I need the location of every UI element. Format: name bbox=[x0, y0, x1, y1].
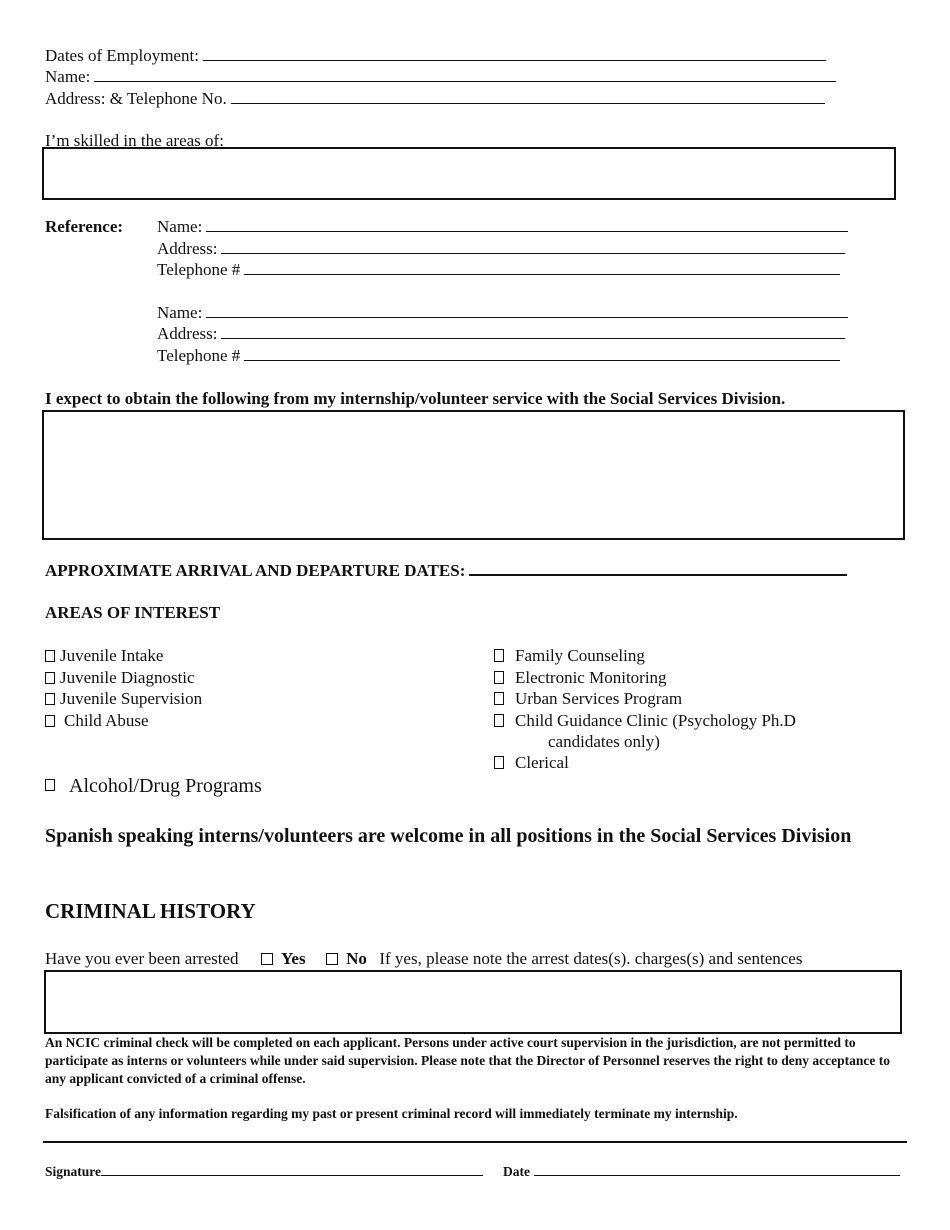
reference2-name-field bbox=[157, 302, 848, 323]
interest-child-guidance[interactable] bbox=[494, 710, 796, 731]
reference1-name-input[interactable] bbox=[206, 216, 848, 232]
checkbox-icon[interactable] bbox=[494, 756, 504, 769]
ncic-notice: An NCIC criminal check will be completed on each applicant. Persons under active court supervision in the jurisdiction, are not permitted to participate as interns or volunteers while under said supervision. Please note that the Director of Personnel reserves the right to deny acceptance to any applicant convicted of a criminal offense. bbox=[45, 1035, 891, 1086]
interest-alcohol-drug[interactable] bbox=[45, 774, 262, 798]
interest-electronic-monitoring[interactable] bbox=[494, 667, 667, 688]
yes-label: Yes bbox=[281, 949, 306, 968]
signature-input[interactable] bbox=[101, 1162, 483, 1176]
expectations-textbox[interactable] bbox=[42, 410, 905, 540]
skills-label: I’m skilled in the areas of: bbox=[45, 131, 224, 150]
date-label: Date bbox=[503, 1164, 530, 1179]
reference1-address-input[interactable] bbox=[221, 238, 845, 254]
interest-label: Urban Services Program bbox=[515, 689, 683, 708]
checkbox-icon[interactable] bbox=[45, 672, 55, 684]
interest-family-counseling[interactable] bbox=[494, 645, 645, 666]
signature-field bbox=[45, 1162, 483, 1181]
checkbox-icon[interactable] bbox=[494, 692, 504, 705]
dates-of-employment-input[interactable] bbox=[203, 45, 826, 61]
checkbox-icon[interactable] bbox=[494, 671, 504, 684]
interest-label: Family Counseling bbox=[515, 646, 645, 665]
divider bbox=[43, 1141, 907, 1143]
arrival-departure-input[interactable] bbox=[469, 560, 847, 576]
reference1-name-field bbox=[157, 216, 848, 237]
reference2-address-field bbox=[157, 323, 845, 344]
interest-label: Child Abuse bbox=[64, 711, 149, 730]
date-input[interactable] bbox=[534, 1162, 900, 1176]
interest-label: Electronic Monitoring bbox=[515, 668, 667, 687]
checkbox-icon[interactable] bbox=[494, 714, 504, 727]
checkbox-icon[interactable] bbox=[45, 715, 55, 727]
interest-juvenile-supervision[interactable] bbox=[45, 688, 202, 709]
yes-checkbox[interactable] bbox=[261, 953, 273, 965]
signature-label: Signature bbox=[45, 1164, 102, 1179]
arrival-departure-label: APPROXIMATE ARRIVAL AND DEPARTURE DATES: bbox=[45, 561, 466, 580]
employer-address-label: Address: & Telephone No. bbox=[45, 89, 227, 108]
arrest-question-label: Have you ever been arrested bbox=[45, 949, 239, 968]
employer-address-input[interactable] bbox=[231, 88, 825, 104]
checkbox-icon[interactable] bbox=[45, 693, 55, 705]
reference1-address-label: Address: bbox=[157, 239, 218, 258]
interest-label: Juvenile Supervision bbox=[60, 689, 203, 708]
reference1-telephone-field bbox=[157, 259, 840, 280]
interest-juvenile-diagnostic[interactable] bbox=[45, 667, 195, 688]
arrest-followup-label: If yes, please note the arrest dates(s). charges(s) and sentences bbox=[379, 949, 803, 968]
interest-label: Juvenile Diagnostic bbox=[60, 668, 195, 687]
interest-urban-services[interactable] bbox=[494, 688, 682, 709]
interest-label: Clerical bbox=[515, 753, 569, 772]
date-field bbox=[503, 1162, 900, 1181]
interest-child-guidance-continuation: candidates only) bbox=[548, 732, 660, 751]
no-label: No bbox=[346, 949, 367, 968]
interest-label: Alcohol/Drug Programs bbox=[69, 775, 262, 797]
interest-child-abuse[interactable] bbox=[45, 710, 149, 731]
reference1-telephone-input[interactable] bbox=[244, 259, 840, 275]
skills-textbox[interactable] bbox=[42, 147, 896, 200]
dates-of-employment-label: Dates of Employment: bbox=[45, 46, 199, 65]
criminal-history-heading: CRIMINAL HISTORY bbox=[45, 899, 256, 923]
reference1-telephone-label: Telephone # bbox=[157, 260, 241, 279]
interest-clerical[interactable] bbox=[494, 752, 569, 773]
reference2-address-input[interactable] bbox=[221, 323, 845, 339]
no-checkbox[interactable] bbox=[326, 953, 338, 965]
checkbox-icon[interactable] bbox=[45, 779, 55, 791]
expectations-label: I expect to obtain the following from my internship/volunteer service with the Social Services Division. bbox=[45, 389, 786, 408]
checkbox-icon[interactable] bbox=[494, 649, 504, 662]
interest-label: Child Guidance Clinic (Psychology Ph.D bbox=[515, 711, 796, 730]
arrest-details-textbox[interactable] bbox=[44, 970, 902, 1034]
employer-name-input[interactable] bbox=[94, 66, 836, 82]
reference1-address-field bbox=[157, 238, 845, 259]
interest-juvenile-intake[interactable] bbox=[45, 645, 163, 666]
reference2-telephone-field bbox=[157, 345, 840, 366]
reference2-name-input[interactable] bbox=[206, 302, 848, 318]
spanish-speaking-note: Spanish speaking interns/volunteers are welcome in all positions in the Social Services Division bbox=[45, 825, 852, 847]
areas-of-interest-heading: AREAS OF INTEREST bbox=[45, 603, 221, 622]
employer-address-field bbox=[45, 88, 825, 109]
reference2-address-label: Address: bbox=[157, 324, 218, 343]
falsification-notice: Falsification of any information regarding my past or present criminal record will immediately terminate my internship. bbox=[45, 1106, 738, 1121]
reference2-telephone-input[interactable] bbox=[244, 345, 840, 361]
checkbox-icon[interactable] bbox=[45, 650, 55, 662]
interest-label: Juvenile Intake bbox=[60, 646, 164, 665]
arrival-departure-field bbox=[45, 560, 847, 581]
reference1-name-label: Name: bbox=[157, 217, 203, 236]
dates-of-employment-field bbox=[45, 45, 826, 66]
employer-name-label: Name: bbox=[45, 67, 91, 86]
reference2-name-label: Name: bbox=[157, 303, 203, 322]
employer-name-field bbox=[45, 66, 836, 87]
reference2-telephone-label: Telephone # bbox=[157, 346, 241, 365]
arrest-question-row bbox=[45, 948, 802, 969]
reference-label: Reference: bbox=[45, 217, 124, 236]
